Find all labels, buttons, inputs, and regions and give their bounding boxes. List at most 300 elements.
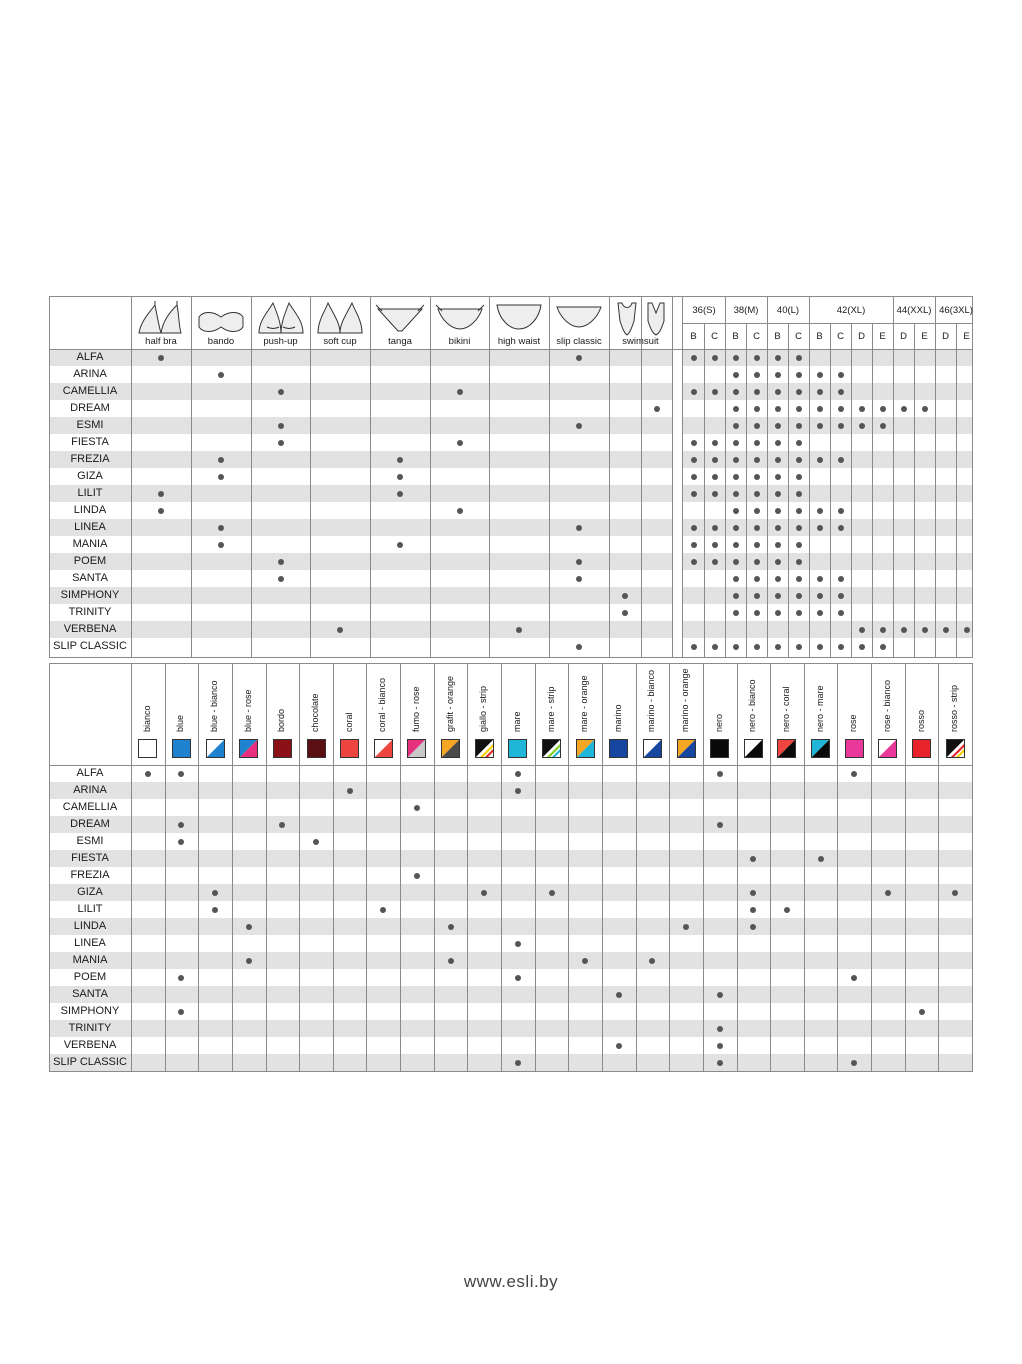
table-row — [50, 587, 972, 604]
size-dot — [754, 644, 760, 650]
cup-label: D — [900, 331, 907, 342]
color-dot — [515, 1060, 521, 1066]
column-divider — [746, 323, 747, 657]
color-name: bordo — [276, 708, 287, 732]
color-dot — [616, 992, 622, 998]
model-name: FREZIA — [70, 453, 110, 465]
color-swatch — [138, 739, 157, 758]
color-name: giallo - strip — [478, 685, 489, 732]
color-swatch — [643, 739, 662, 758]
color-swatch — [475, 739, 494, 758]
size-dot — [817, 576, 823, 582]
color-dot — [448, 924, 454, 930]
size-dot — [775, 389, 781, 395]
cup-label: B — [690, 331, 697, 342]
table-row — [50, 782, 972, 799]
color-dot — [750, 890, 756, 896]
table-row — [50, 417, 972, 434]
table-row — [50, 451, 972, 468]
size-dot — [754, 593, 760, 599]
size-dot — [796, 610, 802, 616]
color-dot — [347, 788, 353, 794]
size-dot — [838, 423, 844, 429]
column-divider — [549, 297, 550, 657]
half-bra-icon — [135, 299, 187, 337]
color-dot — [515, 788, 521, 794]
style-dot — [397, 474, 403, 480]
column-divider — [725, 323, 726, 657]
table-row — [50, 485, 972, 502]
model-name: DREAM — [70, 402, 110, 414]
color-dot — [683, 924, 689, 930]
style-size-table — [49, 296, 973, 658]
size-dot — [754, 610, 760, 616]
column-divider — [837, 664, 838, 1071]
style-dot — [576, 355, 582, 361]
table-row — [50, 884, 972, 901]
size-dot — [817, 593, 823, 599]
tanga-icon — [374, 299, 426, 337]
model-name: ALFA — [76, 767, 104, 779]
color-name: fumo - rose — [410, 686, 421, 732]
table-row — [50, 434, 972, 451]
size-dot — [859, 423, 865, 429]
size-dot — [817, 423, 823, 429]
column-divider — [737, 664, 738, 1071]
column-divider — [232, 664, 233, 1071]
size-dot — [691, 474, 697, 480]
column-divider — [131, 297, 132, 657]
color-dot — [212, 890, 218, 896]
color-dot — [750, 907, 756, 913]
column-divider — [191, 297, 192, 657]
table-row — [50, 1020, 972, 1037]
color-swatch — [407, 739, 426, 758]
size-dot — [817, 389, 823, 395]
size-dot — [796, 559, 802, 565]
style-dot — [576, 525, 582, 531]
size-dot — [775, 559, 781, 565]
color-name: rose — [848, 714, 859, 732]
style-label: bikini — [448, 336, 471, 347]
column-divider — [501, 664, 502, 1071]
size-dot — [733, 610, 739, 616]
table-row — [50, 468, 972, 485]
color-name: coral — [343, 712, 354, 732]
table-row — [50, 536, 972, 553]
size-dot — [754, 474, 760, 480]
size-dot — [733, 644, 739, 650]
color-dot — [717, 822, 723, 828]
cup-label: B — [732, 331, 739, 342]
style-dot — [278, 423, 284, 429]
model-name: LINDA — [73, 920, 107, 932]
style-dot — [457, 508, 463, 514]
color-swatch — [677, 739, 696, 758]
color-name: blue - bianco — [209, 680, 220, 732]
color-dot — [818, 856, 824, 862]
size-label: 36(S) — [692, 305, 716, 316]
column-divider — [641, 297, 642, 657]
size-dot — [754, 491, 760, 497]
column-divider — [266, 664, 267, 1071]
style-label: half bra — [145, 336, 177, 347]
column-divider — [310, 297, 311, 657]
column-divider — [299, 664, 300, 1071]
model-name: SLIP CLASSIC — [53, 640, 127, 652]
column-divider — [370, 297, 371, 657]
column-divider — [568, 664, 569, 1071]
style-dot — [457, 389, 463, 395]
website-footer[interactable]: www.esli.by — [463, 1272, 559, 1291]
table-row — [50, 799, 972, 816]
size-dot — [796, 508, 802, 514]
color-swatch — [744, 739, 763, 758]
slip-classic-icon — [553, 299, 605, 337]
model-name: ARINA — [73, 784, 107, 796]
size-dot — [775, 457, 781, 463]
size-dot — [775, 355, 781, 361]
size-dot — [754, 423, 760, 429]
cup-label: E — [963, 331, 970, 342]
color-swatch — [172, 739, 191, 758]
size-dot — [733, 593, 739, 599]
column-divider — [366, 664, 367, 1071]
color-dot — [851, 771, 857, 777]
column-divider — [682, 297, 683, 657]
column-divider — [672, 297, 673, 657]
color-swatch — [845, 739, 864, 758]
size-dot — [733, 542, 739, 548]
style-dot — [576, 576, 582, 582]
style-dot — [622, 593, 628, 599]
model-name: LINEA — [74, 937, 106, 949]
size-dot — [880, 644, 886, 650]
color-dot — [851, 975, 857, 981]
size-dot — [796, 576, 802, 582]
color-swatch — [206, 739, 225, 758]
size-dot — [754, 508, 760, 514]
column-divider — [251, 297, 252, 657]
size-dot — [754, 440, 760, 446]
size-dot — [775, 576, 781, 582]
cup-label: D — [858, 331, 865, 342]
column-divider — [914, 323, 915, 657]
table-row — [50, 850, 972, 867]
color-name: mare - strip — [545, 686, 556, 732]
color-name: nero — [713, 713, 724, 732]
size-dot — [922, 406, 928, 412]
size-dot — [796, 440, 802, 446]
table-row — [50, 383, 972, 400]
column-divider — [467, 664, 468, 1071]
model-name: SANTA — [72, 572, 108, 584]
swimsuit-icon — [644, 299, 672, 339]
size-label: 42(XL) — [836, 305, 866, 316]
size-dot — [838, 389, 844, 395]
color-name: rosso - strip — [949, 684, 960, 732]
size-dot — [733, 389, 739, 395]
color-name: nero - bianco — [747, 679, 758, 732]
size-dot — [754, 406, 760, 412]
column-divider — [851, 323, 852, 657]
style-dot — [278, 440, 284, 446]
size-dot — [964, 627, 970, 633]
column-divider — [602, 664, 603, 1071]
style-dot — [654, 406, 660, 412]
color-dot — [313, 839, 319, 845]
color-dot — [717, 771, 723, 777]
table-row — [50, 519, 972, 536]
color-dot — [919, 1009, 925, 1015]
size-dot — [817, 610, 823, 616]
color-name: chocolate — [310, 693, 321, 732]
style-dot — [278, 559, 284, 565]
color-dot — [515, 941, 521, 947]
size-dot — [754, 457, 760, 463]
color-dot — [649, 958, 655, 964]
color-dot — [952, 890, 958, 896]
column-divider — [198, 664, 199, 1071]
table-row — [50, 621, 972, 638]
color-name: blue - rose — [242, 689, 253, 732]
size-dot — [754, 389, 760, 395]
column-divider — [434, 664, 435, 1071]
style-label: swimsuit — [622, 336, 659, 347]
size-dot — [691, 525, 697, 531]
size-dot — [901, 627, 907, 633]
color-dot — [885, 890, 891, 896]
color-dot — [549, 890, 555, 896]
size-dot — [733, 440, 739, 446]
style-dot — [218, 474, 224, 480]
size-dot — [712, 440, 718, 446]
column-divider — [489, 297, 490, 657]
size-dot — [712, 542, 718, 548]
color-name: grafit - orange — [444, 675, 455, 732]
size-dot — [733, 491, 739, 497]
color-name: rosso — [915, 709, 926, 732]
style-dot — [622, 610, 628, 616]
color-dot — [246, 924, 252, 930]
color-swatch — [340, 739, 359, 758]
color-swatch — [811, 739, 830, 758]
size-dot — [922, 627, 928, 633]
color-dot — [414, 873, 420, 879]
table-row — [50, 1037, 972, 1054]
style-dot — [158, 508, 164, 514]
size-dot — [880, 406, 886, 412]
color-dot — [717, 992, 723, 998]
size-dot — [775, 372, 781, 378]
color-dot — [717, 1026, 723, 1032]
column-divider — [788, 323, 789, 657]
model-name: SLIP CLASSIC — [53, 1056, 127, 1068]
size-dot — [733, 423, 739, 429]
size-dot — [712, 355, 718, 361]
size-dot — [733, 525, 739, 531]
table-row — [50, 570, 972, 587]
table-row — [50, 816, 972, 833]
size-dot — [691, 559, 697, 565]
table-row — [50, 638, 972, 655]
style-dot — [337, 627, 343, 633]
size-dot — [733, 457, 739, 463]
color-dot — [246, 958, 252, 964]
size-dot — [775, 440, 781, 446]
column-divider — [704, 323, 705, 657]
color-dot — [380, 907, 386, 913]
table-row — [50, 969, 972, 986]
model-name: ARINA — [73, 368, 107, 380]
size-dot — [754, 525, 760, 531]
table-row — [50, 1054, 972, 1071]
column-divider — [956, 323, 957, 657]
size-dot — [796, 372, 802, 378]
size-dot — [817, 457, 823, 463]
size-dot — [775, 474, 781, 480]
swimsuit-icon — [612, 299, 640, 339]
table-row — [50, 918, 972, 935]
model-name: TRINITY — [68, 606, 112, 618]
size-dot — [775, 406, 781, 412]
color-name: rose - bianco — [881, 679, 892, 732]
model-name: LINDA — [73, 504, 107, 516]
column-divider — [703, 664, 704, 1071]
style-label: high waist — [497, 336, 541, 347]
size-dot — [796, 355, 802, 361]
color-name: bianco — [141, 705, 152, 732]
column-divider — [400, 664, 401, 1071]
style-dot — [397, 457, 403, 463]
color-dot — [717, 1060, 723, 1066]
color-swatch — [878, 739, 897, 758]
model-name: LILIT — [77, 903, 103, 915]
model-name: ESMI — [76, 835, 104, 847]
size-dot — [838, 525, 844, 531]
size-dot — [754, 355, 760, 361]
style-dot — [457, 440, 463, 446]
size-dot — [796, 406, 802, 412]
table-row — [50, 553, 972, 570]
style-dot — [397, 542, 403, 548]
color-dot — [448, 958, 454, 964]
table-gap — [673, 297, 682, 657]
style-dot — [576, 644, 582, 650]
model-name: SANTA — [72, 988, 108, 1000]
column-divider — [905, 664, 906, 1071]
size-dot — [691, 542, 697, 548]
size-label: 46(3XL) — [939, 305, 973, 316]
bando-icon — [195, 299, 247, 337]
size-label: 44(XXL) — [896, 305, 932, 316]
color-swatch — [374, 739, 393, 758]
column-divider — [636, 664, 637, 1071]
style-dot — [278, 389, 284, 395]
size-dot — [775, 491, 781, 497]
model-name: VERBENA — [63, 623, 117, 635]
table-row — [50, 502, 972, 519]
size-dot — [754, 559, 760, 565]
column-divider — [804, 664, 805, 1071]
color-swatch — [542, 739, 561, 758]
size-dot — [859, 627, 865, 633]
style-dot — [218, 542, 224, 548]
cup-label: B — [774, 331, 781, 342]
size-dot — [859, 406, 865, 412]
color-name: marino - orange — [680, 668, 691, 732]
size-dot — [880, 627, 886, 633]
cup-label: C — [711, 331, 718, 342]
size-dot — [754, 372, 760, 378]
model-name: CAMELLIA — [62, 801, 118, 813]
size-dot — [796, 474, 802, 480]
high-waist-icon — [493, 299, 545, 337]
table-row — [50, 400, 972, 417]
size-dot — [796, 423, 802, 429]
color-table — [49, 663, 973, 1072]
size-dot — [691, 389, 697, 395]
size-dot — [859, 644, 865, 650]
push-up-icon — [255, 299, 307, 337]
size-dot — [691, 440, 697, 446]
size-label: 40(L) — [776, 305, 800, 316]
size-dot — [712, 491, 718, 497]
column-divider — [770, 664, 771, 1071]
size-dot — [733, 355, 739, 361]
size-dot — [817, 372, 823, 378]
size-label: 38(M) — [733, 305, 759, 316]
column-divider — [871, 664, 872, 1071]
column-divider — [872, 323, 873, 657]
size-dot — [712, 389, 718, 395]
model-name: ALFA — [76, 351, 104, 363]
model-name: LINEA — [74, 521, 106, 533]
size-dot — [775, 593, 781, 599]
soft-cup-icon — [314, 299, 366, 337]
size-dot — [775, 610, 781, 616]
color-name: nero - coral — [780, 686, 791, 732]
color-name: marino — [612, 704, 623, 732]
color-swatch — [508, 739, 527, 758]
size-dot — [838, 406, 844, 412]
column-divider — [935, 323, 936, 657]
model-name: MANIA — [72, 538, 108, 550]
size-dot — [838, 644, 844, 650]
header-divider — [50, 349, 972, 350]
column-divider — [165, 664, 166, 1071]
size-dot — [901, 406, 907, 412]
size-dot — [838, 610, 844, 616]
size-dot — [838, 508, 844, 514]
color-dot — [414, 805, 420, 811]
size-dot — [817, 406, 823, 412]
color-name: blue — [175, 714, 186, 732]
model-name: SIMPHONY — [60, 1005, 120, 1017]
model-name: FIESTA — [71, 852, 109, 864]
size-dot — [733, 559, 739, 565]
size-dot — [880, 423, 886, 429]
color-swatch — [441, 739, 460, 758]
size-dot — [775, 542, 781, 548]
style-label: tanga — [388, 336, 412, 347]
column-divider — [830, 323, 831, 657]
color-dot — [145, 771, 151, 777]
color-name: marino - bianco — [646, 669, 657, 732]
color-dot — [481, 890, 487, 896]
size-dot — [943, 627, 949, 633]
style-dot — [397, 491, 403, 497]
